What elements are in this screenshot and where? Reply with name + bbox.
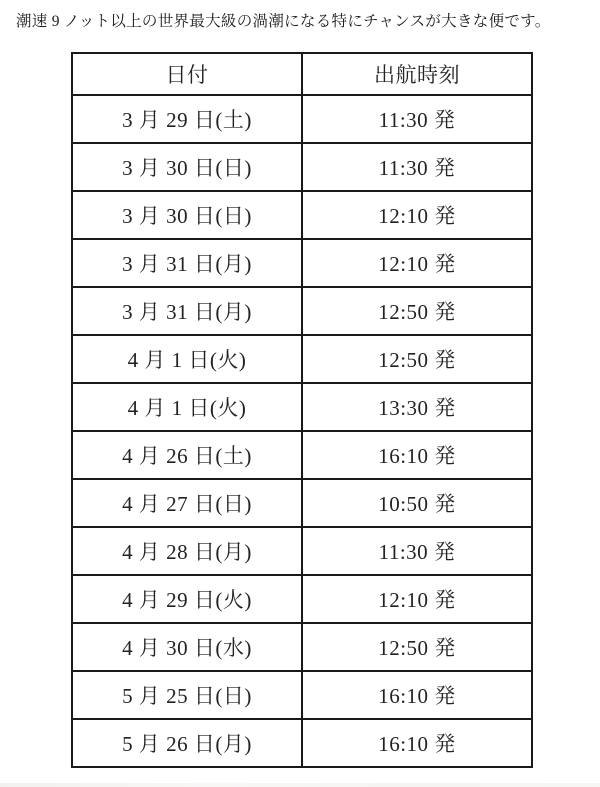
table-row [72, 143, 532, 191]
time-cell: 12:50 発 [302, 335, 532, 383]
time-cell: 16:10 発 [302, 671, 532, 719]
time-column-header: 出航時刻 [302, 53, 532, 95]
table-row [72, 575, 532, 623]
table-row [72, 335, 532, 383]
table-header-row [72, 53, 532, 95]
date-cell: 3 月 30 日(日) [72, 191, 302, 239]
time-cell: 11:30 発 [302, 527, 532, 575]
time-cell: 16:10 発 [302, 431, 532, 479]
table-row [72, 719, 532, 767]
time-cell: 12:50 発 [302, 623, 532, 671]
time-cell: 13:30 発 [302, 383, 532, 431]
table-row [72, 623, 532, 671]
table-row [72, 527, 532, 575]
table-row [72, 287, 532, 335]
date-column-header: 日付 [72, 53, 302, 95]
table-row [72, 383, 532, 431]
date-cell: 3 月 31 日(月) [72, 287, 302, 335]
date-cell: 4 月 28 日(月) [72, 527, 302, 575]
table-row [72, 671, 532, 719]
date-cell: 4 月 29 日(火) [72, 575, 302, 623]
table-row [72, 191, 532, 239]
date-cell: 4 月 1 日(火) [72, 383, 302, 431]
intro-text: 潮速 9 ノット以上の世界最大級の渦潮になる特にチャンスが大きな便です。 [16, 13, 551, 30]
date-cell: 4 月 26 日(土) [72, 431, 302, 479]
time-cell: 11:30 発 [302, 143, 532, 191]
table-row [72, 431, 532, 479]
table-row [72, 479, 532, 527]
date-cell: 5 月 26 日(月) [72, 719, 302, 767]
table-row [72, 95, 532, 143]
date-cell: 4 月 30 日(水) [72, 623, 302, 671]
date-cell: 5 月 25 日(日) [72, 671, 302, 719]
time-cell: 12:10 発 [302, 239, 532, 287]
time-cell: 10:50 発 [302, 479, 532, 527]
time-cell: 12:50 発 [302, 287, 532, 335]
time-cell: 11:30 発 [302, 95, 532, 143]
table-row [72, 239, 532, 287]
time-cell: 12:10 発 [302, 575, 532, 623]
date-cell: 4 月 1 日(火) [72, 335, 302, 383]
cutoff-content-edge [0, 783, 600, 787]
time-cell: 12:10 発 [302, 191, 532, 239]
departure-timetable [71, 52, 533, 768]
date-cell: 3 月 31 日(月) [72, 239, 302, 287]
date-cell: 3 月 29 日(土) [72, 95, 302, 143]
date-cell: 4 月 27 日(日) [72, 479, 302, 527]
time-cell: 16:10 発 [302, 719, 532, 767]
date-cell: 3 月 30 日(日) [72, 143, 302, 191]
